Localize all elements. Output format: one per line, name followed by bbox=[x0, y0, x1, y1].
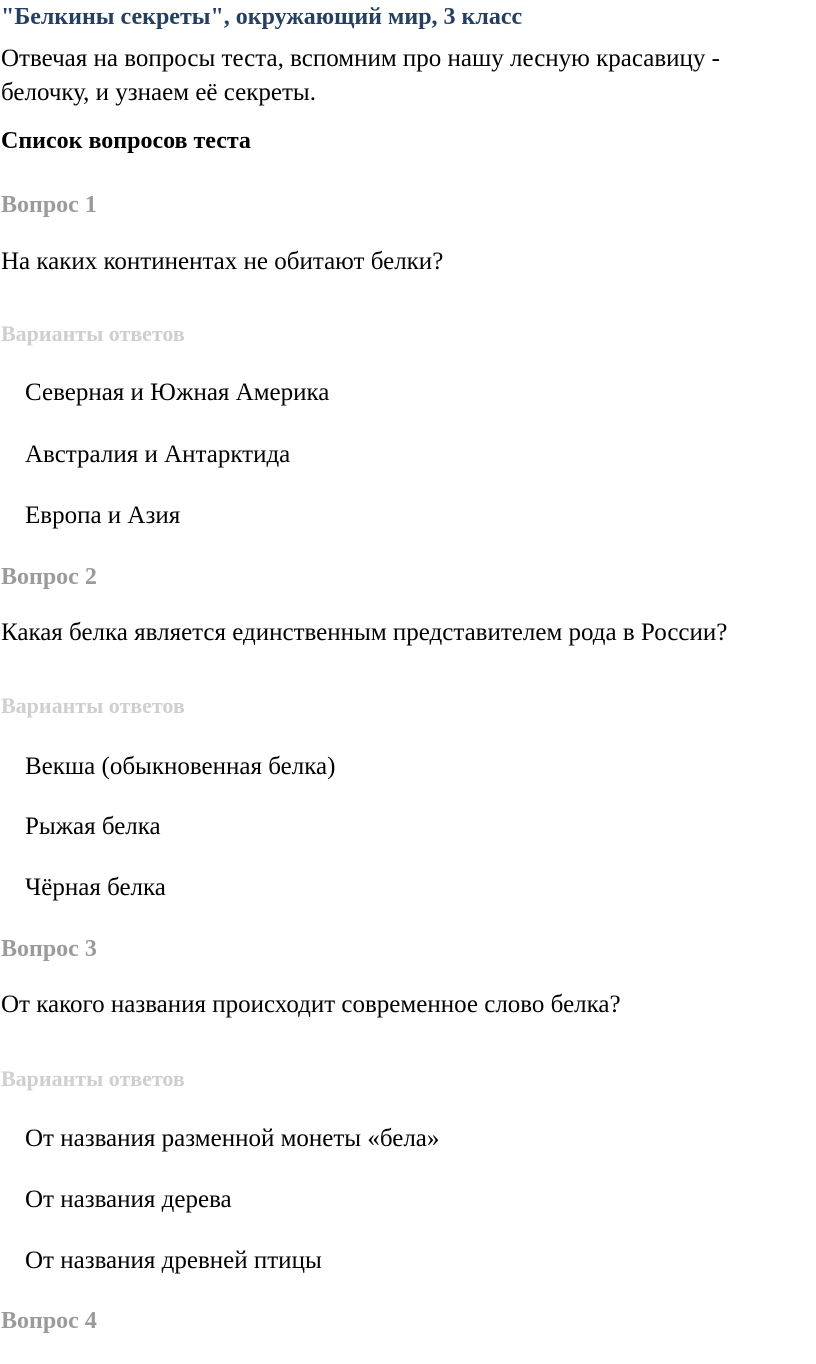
question-3-answer-3: От названия древней птицы bbox=[25, 1247, 322, 1274]
question-1-text: На каких континентах не обитают белки? bbox=[1, 248, 444, 275]
question-2-variants-label: Варианты ответов bbox=[1, 693, 185, 718]
question-2-answer-2: Рыжая белка bbox=[25, 813, 161, 840]
question-3-answer-1: От названия разменной монеты «бела» bbox=[25, 1125, 440, 1152]
question-2-label: Вопрос 2 bbox=[1, 564, 97, 590]
question-3-text: От какого названия происходит современное слово белка? bbox=[1, 991, 621, 1018]
question-1-variants-label: Варианты ответов bbox=[1, 321, 185, 346]
question-2-answer-1: Векша (обыкновенная белка) bbox=[25, 753, 336, 780]
question-2-answer-3: Чёрная белка bbox=[25, 874, 166, 901]
question-3-variants-label: Варианты ответов bbox=[1, 1066, 185, 1091]
question-1-answer-3: Европа и Азия bbox=[25, 502, 181, 529]
question-1-answer-1: Северная и Южная Америка bbox=[25, 379, 330, 406]
document-intro: Отвечая на вопросы теста, вспомним про нашу лесную красавицу - белочку, и узнаем её секреты. bbox=[1, 45, 720, 106]
question-1-label: Вопрос 1 bbox=[1, 192, 97, 218]
question-1-answer-2: Австралия и Антарктида bbox=[25, 441, 291, 468]
questions-list-heading: Список вопросов теста bbox=[1, 128, 251, 154]
question-3-label: Вопрос 3 bbox=[1, 936, 97, 962]
question-4-label: Вопрос 4 bbox=[1, 1308, 97, 1334]
question-2-text: Какая белка является единственным представителем рода в России? bbox=[1, 619, 728, 646]
question-3-answer-2: От названия дерева bbox=[25, 1186, 232, 1213]
document-title: "Белкины секреты", окружающий мир, 3 класс bbox=[1, 4, 523, 30]
